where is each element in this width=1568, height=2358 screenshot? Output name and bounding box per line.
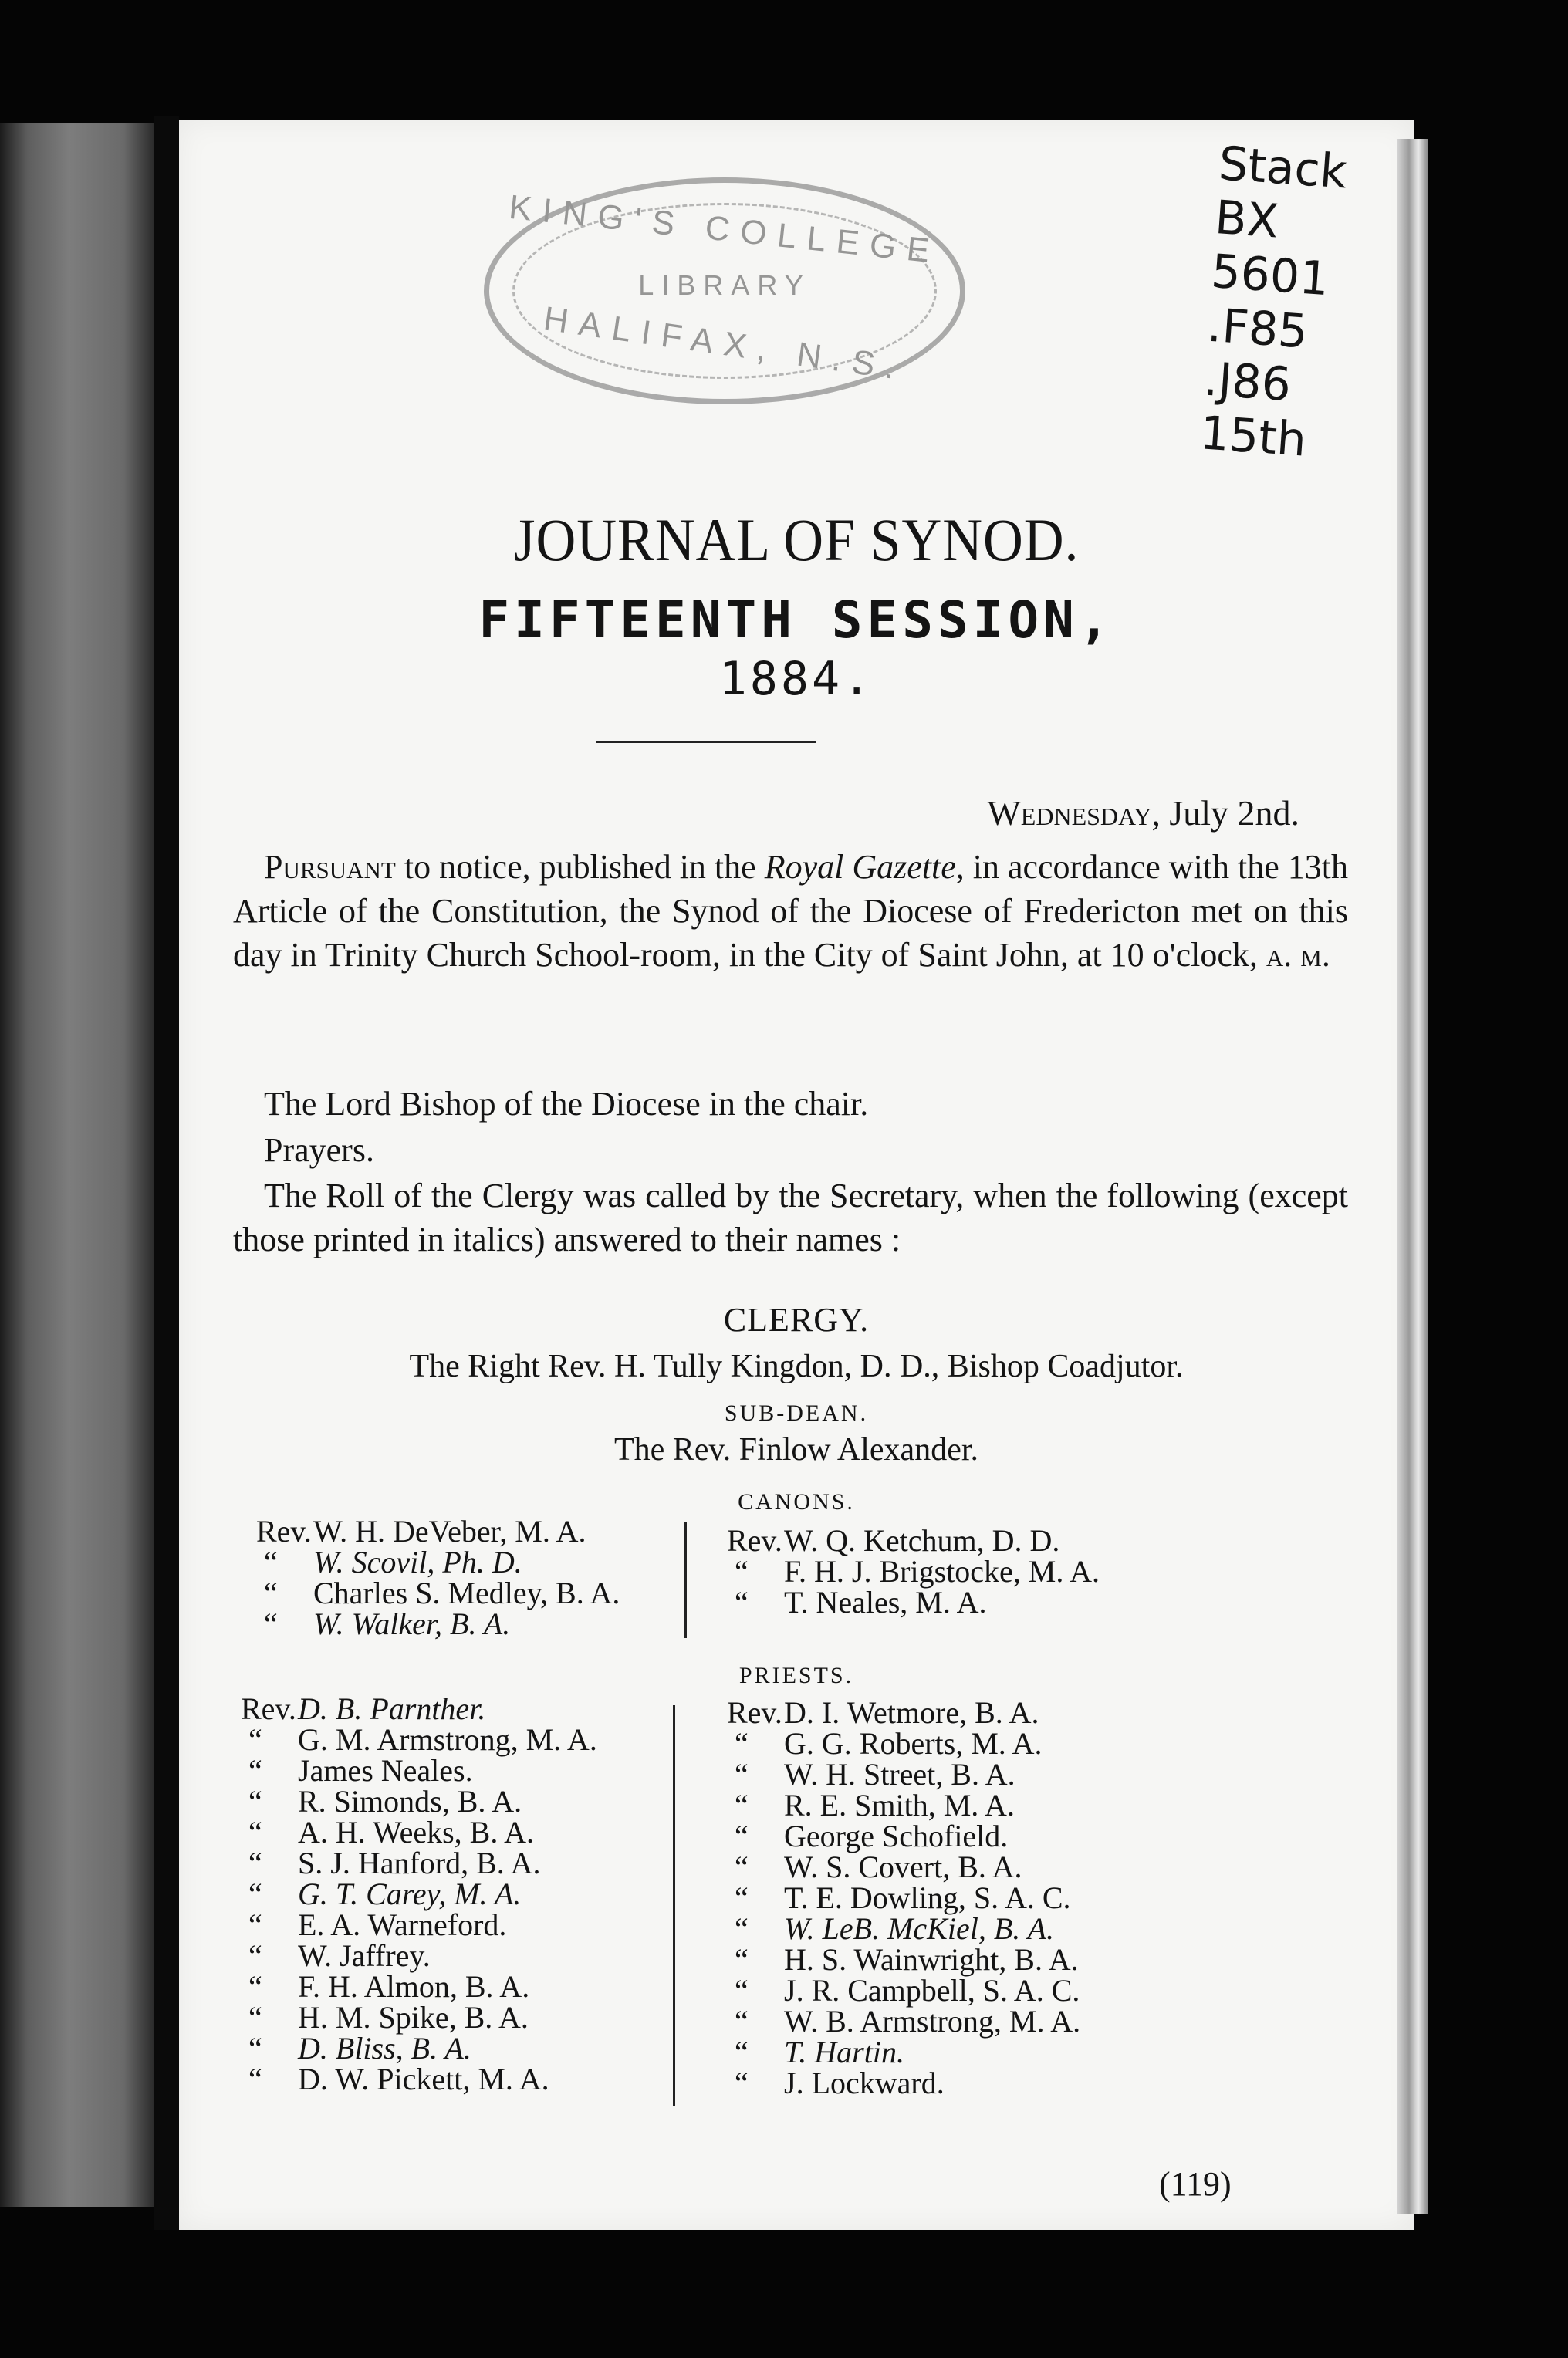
row-prefix: “ bbox=[264, 1606, 278, 1641]
clergy-name: D. Bliss, B. A. bbox=[298, 2031, 471, 2066]
stamp-text-top: KING'S COLLEGE bbox=[507, 187, 942, 272]
clergy-name-row bbox=[241, 1722, 597, 1757]
row-prefix: “ bbox=[735, 1757, 749, 1792]
row-prefix: “ bbox=[735, 1554, 749, 1589]
call-number-line: 15th bbox=[1198, 406, 1309, 468]
paragraph-text-cont: , in accordance with the 13th Article of the Constitution, the Synod of the Diocese of Fredericton met on this day in Trinity Church School-room, in the City of Saint John, at 10 o'clock, bbox=[233, 848, 1348, 974]
row-prefix: “ bbox=[248, 1846, 262, 1880]
clergy-name: A. H. Weeks, B. A. bbox=[298, 1815, 535, 1850]
row-prefix: “ bbox=[735, 1819, 749, 1853]
row-prefix: Rev. bbox=[727, 1523, 782, 1558]
dateline-day: Wednesday bbox=[987, 793, 1152, 833]
canons-right-column bbox=[727, 1525, 1100, 1618]
row-prefix: Rev. bbox=[727, 1695, 782, 1730]
clergy-name: W. B. Armstrong, M. A. bbox=[784, 2004, 1081, 2039]
row-prefix: “ bbox=[735, 1911, 749, 1946]
clergy-name-row bbox=[727, 1587, 1100, 1618]
clergy-name: James Neales. bbox=[298, 1753, 473, 1788]
row-prefix: “ bbox=[248, 1969, 262, 2004]
clergy-name: R. E. Smith, M. A. bbox=[784, 1788, 1015, 1823]
row-prefix: “ bbox=[735, 1788, 749, 1823]
subdean-name: The Rev. Finlow Alexander. bbox=[613, 1432, 979, 1468]
clergy-name-row bbox=[241, 1907, 597, 1942]
handwritten-call-number bbox=[1198, 137, 1406, 473]
clergy-name-row bbox=[727, 1944, 1080, 1975]
clergy-name: E. A. Warneford. bbox=[298, 1907, 507, 1942]
row-prefix: “ bbox=[248, 1907, 262, 1942]
row-prefix: “ bbox=[248, 1815, 262, 1850]
clergy-name-row bbox=[727, 2006, 1080, 2037]
call-number-line: .J86 bbox=[1201, 352, 1293, 413]
clergy-name: G. M. Armstrong, M. A. bbox=[298, 1722, 597, 1757]
row-prefix: “ bbox=[248, 1877, 262, 1911]
call-number-line: 5601 bbox=[1209, 244, 1331, 307]
clergy-name-row bbox=[727, 1975, 1080, 2006]
row-prefix: “ bbox=[264, 1576, 278, 1610]
priests-column-divider bbox=[673, 1705, 675, 2106]
book-binding bbox=[0, 123, 154, 2207]
clergy-name: R. Simonds, B. A. bbox=[298, 1784, 522, 1819]
clergy-name-row bbox=[727, 1911, 1080, 1946]
stamp-text-bottom: HALIFAX, N.S. bbox=[541, 299, 908, 388]
row-prefix: “ bbox=[248, 1784, 262, 1819]
clergy-name-row bbox=[727, 1880, 1080, 1915]
clergy-name: G. G. Roberts, M. A. bbox=[784, 1726, 1043, 1761]
clergy-name-row bbox=[241, 2033, 597, 2064]
clergy-name: D. W. Pickett, M. A. bbox=[298, 2062, 549, 2096]
session-subtitle: FIFTEENTH SESSION, bbox=[478, 590, 1114, 650]
paragraph-text: to notice, published in the bbox=[395, 848, 765, 886]
journal-title: JOURNAL OF SYNOD. bbox=[513, 506, 1080, 573]
bishop-coadjutor: The Right Rev. H. Tully Kingdon, D. D., Bishop Coadjutor. bbox=[409, 1349, 1184, 1384]
clergy-name-row bbox=[727, 1759, 1080, 1790]
clergy-name-row bbox=[727, 1728, 1080, 1759]
clergy-name: G. T. Carey, M. A. bbox=[298, 1877, 522, 1911]
clergy-name-row bbox=[241, 1786, 597, 1817]
row-prefix: “ bbox=[248, 2031, 262, 2066]
row-prefix: Rev. bbox=[256, 1514, 312, 1549]
dateline-date: , July 2nd. bbox=[1151, 793, 1299, 833]
row-prefix: “ bbox=[735, 2035, 749, 2069]
call-number-line: .F85 bbox=[1205, 298, 1309, 360]
row-prefix: “ bbox=[735, 2004, 749, 2039]
clergy-name: D. B. Parnther. bbox=[298, 1691, 486, 1726]
canons-heading: CANONS. bbox=[738, 1489, 855, 1515]
row-prefix: “ bbox=[248, 1753, 262, 1788]
clergy-name: H. M. Spike, B. A. bbox=[298, 2000, 529, 2035]
clergy-heading: CLERGY. bbox=[723, 1301, 870, 1339]
clergy-name: H. S. Wainwright, B. A. bbox=[784, 1942, 1079, 1977]
clergy-name: T. E. Dowling, S. A. C. bbox=[784, 1880, 1071, 1915]
row-prefix: “ bbox=[735, 1726, 749, 1761]
call-number-line: BX bbox=[1213, 190, 1281, 249]
clergy-name-row bbox=[241, 1971, 597, 2002]
clergy-name-row bbox=[727, 1525, 1100, 1556]
clergy-name: D. I. Wetmore, B. A. bbox=[784, 1695, 1039, 1730]
library-stamp bbox=[484, 177, 965, 404]
clergy-name-row bbox=[241, 1691, 597, 1726]
row-prefix: “ bbox=[735, 1973, 749, 2008]
clergy-name-row bbox=[727, 1556, 1100, 1587]
clergy-name: W. Scovil, Ph. D. bbox=[313, 1545, 522, 1579]
clergy-name: Charles S. Medley, B. A. bbox=[313, 1576, 620, 1610]
row-prefix: Rev. bbox=[241, 1691, 296, 1726]
row-prefix: “ bbox=[248, 1938, 262, 1973]
clergy-name-row bbox=[727, 2037, 1080, 2068]
row-prefix: “ bbox=[735, 1880, 749, 1915]
clergy-name: W. H. DeVeber, M. A. bbox=[313, 1514, 586, 1549]
clergy-name: T. Neales, M. A. bbox=[784, 1585, 987, 1620]
clergy-name-row bbox=[727, 1790, 1080, 1821]
clergy-name: W. Jaffrey. bbox=[298, 1938, 431, 1973]
clergy-name-row bbox=[727, 1821, 1080, 1852]
row-prefix: “ bbox=[735, 1850, 749, 1884]
row-prefix: “ bbox=[735, 1942, 749, 1977]
clergy-name-row bbox=[241, 1755, 597, 1786]
opening-paragraph bbox=[233, 845, 1348, 977]
clergy-name: T. Hartin. bbox=[784, 2035, 904, 2069]
priests-right-column bbox=[727, 1695, 1081, 2100]
clergy-name: W. H. Street, B. A. bbox=[784, 1757, 1015, 1792]
session-year: 1884. bbox=[718, 652, 874, 706]
clergy-name-row bbox=[241, 2064, 597, 2095]
priests-heading: PRIESTS. bbox=[738, 1663, 854, 1688]
clergy-name: W. Walker, B. A. bbox=[313, 1606, 511, 1641]
clergy-name-row bbox=[727, 2068, 1080, 2099]
clergy-name-row bbox=[256, 1606, 620, 1641]
canons-left-column bbox=[256, 1516, 620, 1640]
clergy-name-row bbox=[256, 1547, 620, 1578]
page-edge bbox=[1397, 139, 1428, 2214]
meeting-time: a. m. bbox=[1266, 936, 1330, 974]
subdean-heading: SUB-DEAN. bbox=[724, 1400, 869, 1426]
clergy-name: J. Lockward. bbox=[784, 2066, 945, 2100]
clergy-name-row bbox=[241, 2002, 597, 2033]
clergy-name: F. H. Almon, B. A. bbox=[298, 1969, 530, 2004]
journal-page bbox=[179, 120, 1414, 2230]
gazette-title: Royal Gazette bbox=[764, 848, 956, 886]
stamp-text-middle: LIBRARY bbox=[638, 269, 811, 301]
clergy-name-row bbox=[727, 1695, 1080, 1730]
clergy-name-row bbox=[256, 1516, 620, 1547]
page-number: (119) bbox=[1159, 2165, 1232, 2203]
row-prefix: “ bbox=[735, 1585, 749, 1620]
row-prefix: “ bbox=[248, 2062, 262, 2096]
roll-call-paragraph: The Roll of the Clergy was called by the Secretary, when the following (except those printed in italics) answered to their names : bbox=[233, 1177, 1348, 1258]
clergy-name-row bbox=[241, 1848, 597, 1879]
clergy-name-row bbox=[241, 1938, 597, 1973]
title-rule bbox=[596, 741, 816, 743]
clergy-name: W. S. Covert, B. A. bbox=[784, 1850, 1022, 1884]
session-dateline bbox=[987, 792, 1299, 833]
canons-column-divider bbox=[684, 1522, 687, 1638]
clergy-name-row bbox=[241, 1879, 597, 1910]
row-prefix: “ bbox=[248, 2000, 262, 2035]
clergy-name-row bbox=[727, 1852, 1080, 1883]
clergy-name-row bbox=[256, 1578, 620, 1609]
chair-line: The Lord Bishop of the Diocese in the chair. bbox=[264, 1085, 869, 1123]
clergy-name: F. H. J. Brigstocke, M. A. bbox=[784, 1554, 1100, 1589]
clergy-name: S. J. Hanford, B. A. bbox=[298, 1846, 541, 1880]
clergy-name: George Schofield. bbox=[784, 1819, 1009, 1853]
binding-gutter bbox=[154, 116, 179, 2230]
prayers-line: Prayers. bbox=[264, 1131, 374, 1169]
row-prefix: “ bbox=[264, 1545, 278, 1579]
clergy-name-row bbox=[241, 1817, 597, 1848]
clergy-name: J. R. Campbell, S. A. C. bbox=[784, 1973, 1080, 2008]
clergy-name: W. Q. Ketchum, D. D. bbox=[784, 1523, 1060, 1558]
clergy-name: W. LeB. McKiel, B. A. bbox=[784, 1911, 1054, 1946]
row-prefix: “ bbox=[248, 1722, 262, 1757]
paragraph-lead-word: Pursuant bbox=[264, 848, 396, 886]
priests-left-column bbox=[241, 1691, 597, 2096]
row-prefix: “ bbox=[735, 2066, 749, 2100]
call-number-line: Stack bbox=[1217, 137, 1349, 200]
